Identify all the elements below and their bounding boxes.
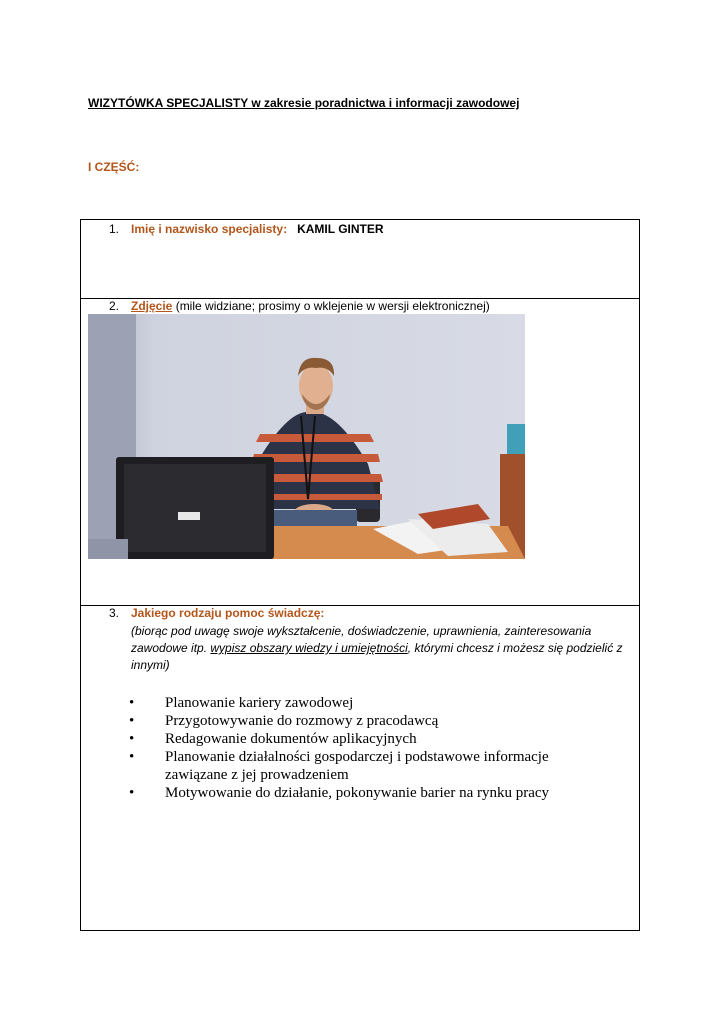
list-item: • Przygotowywanie do rozmowy z pracodawcą — [129, 713, 439, 729]
row-number: 3. — [109, 606, 120, 620]
skills-list — [129, 694, 599, 802]
photo-note: (mile widziane; prosimy o wklejenie w wersji elektronicznej) — [172, 299, 490, 313]
row-help — [81, 605, 639, 931]
bullet-icon: • — [129, 713, 135, 729]
document-title: WIZYTÓWKA SPECJALISTY w zakresie poradnictwa i informacji zawodowej — [88, 96, 520, 110]
help-label: Jakiego rodzaju pomoc świadczę: — [131, 606, 325, 620]
list-item: • Redagowanie dokumentów aplikacyjnych — [129, 731, 417, 747]
row-number: 2. — [109, 299, 120, 313]
bullet-icon: • — [129, 749, 135, 765]
row-photo — [81, 298, 639, 606]
list-item: • Planowanie kariery zawodowej — [129, 695, 354, 711]
name-line — [109, 222, 384, 236]
bullet-icon: • — [129, 695, 135, 711]
list-item: • Motywowanie do działanie, pokonywanie barier na rynku pracy — [129, 785, 550, 801]
hint-text-2: , którymi chcesz i możesz się podzielić z innymi) — [131, 641, 623, 672]
bullet-icon: • — [129, 731, 135, 747]
row-number: 1. — [109, 222, 120, 236]
help-hint — [131, 623, 631, 674]
bullet-icon: • — [129, 785, 135, 801]
form-table — [80, 219, 640, 931]
list-item: • Planowanie działalności gospodarczej i podstawowe informacje zawiązane z jej prowadzeniem — [129, 749, 549, 783]
row-name — [81, 220, 639, 299]
name-label: Imię i nazwisko specjalisty: — [131, 222, 288, 236]
part-label: I CZĘŚĆ: — [88, 160, 140, 174]
hint-underlined: wypisz obszary wiedzy i umiejętności — [210, 641, 408, 655]
specialist-photo — [88, 314, 525, 559]
photo-line — [109, 299, 490, 313]
hint-text-1: (biorąc pod uwagę swoje wykształcenie, doświadczenie, uprawnienia, zainteresowania zawodowe itp. — [131, 624, 592, 655]
photo-label: Zdjęcie — [131, 299, 173, 313]
specialist-name: KAMIL GINTER — [297, 222, 384, 236]
help-line — [109, 606, 324, 620]
